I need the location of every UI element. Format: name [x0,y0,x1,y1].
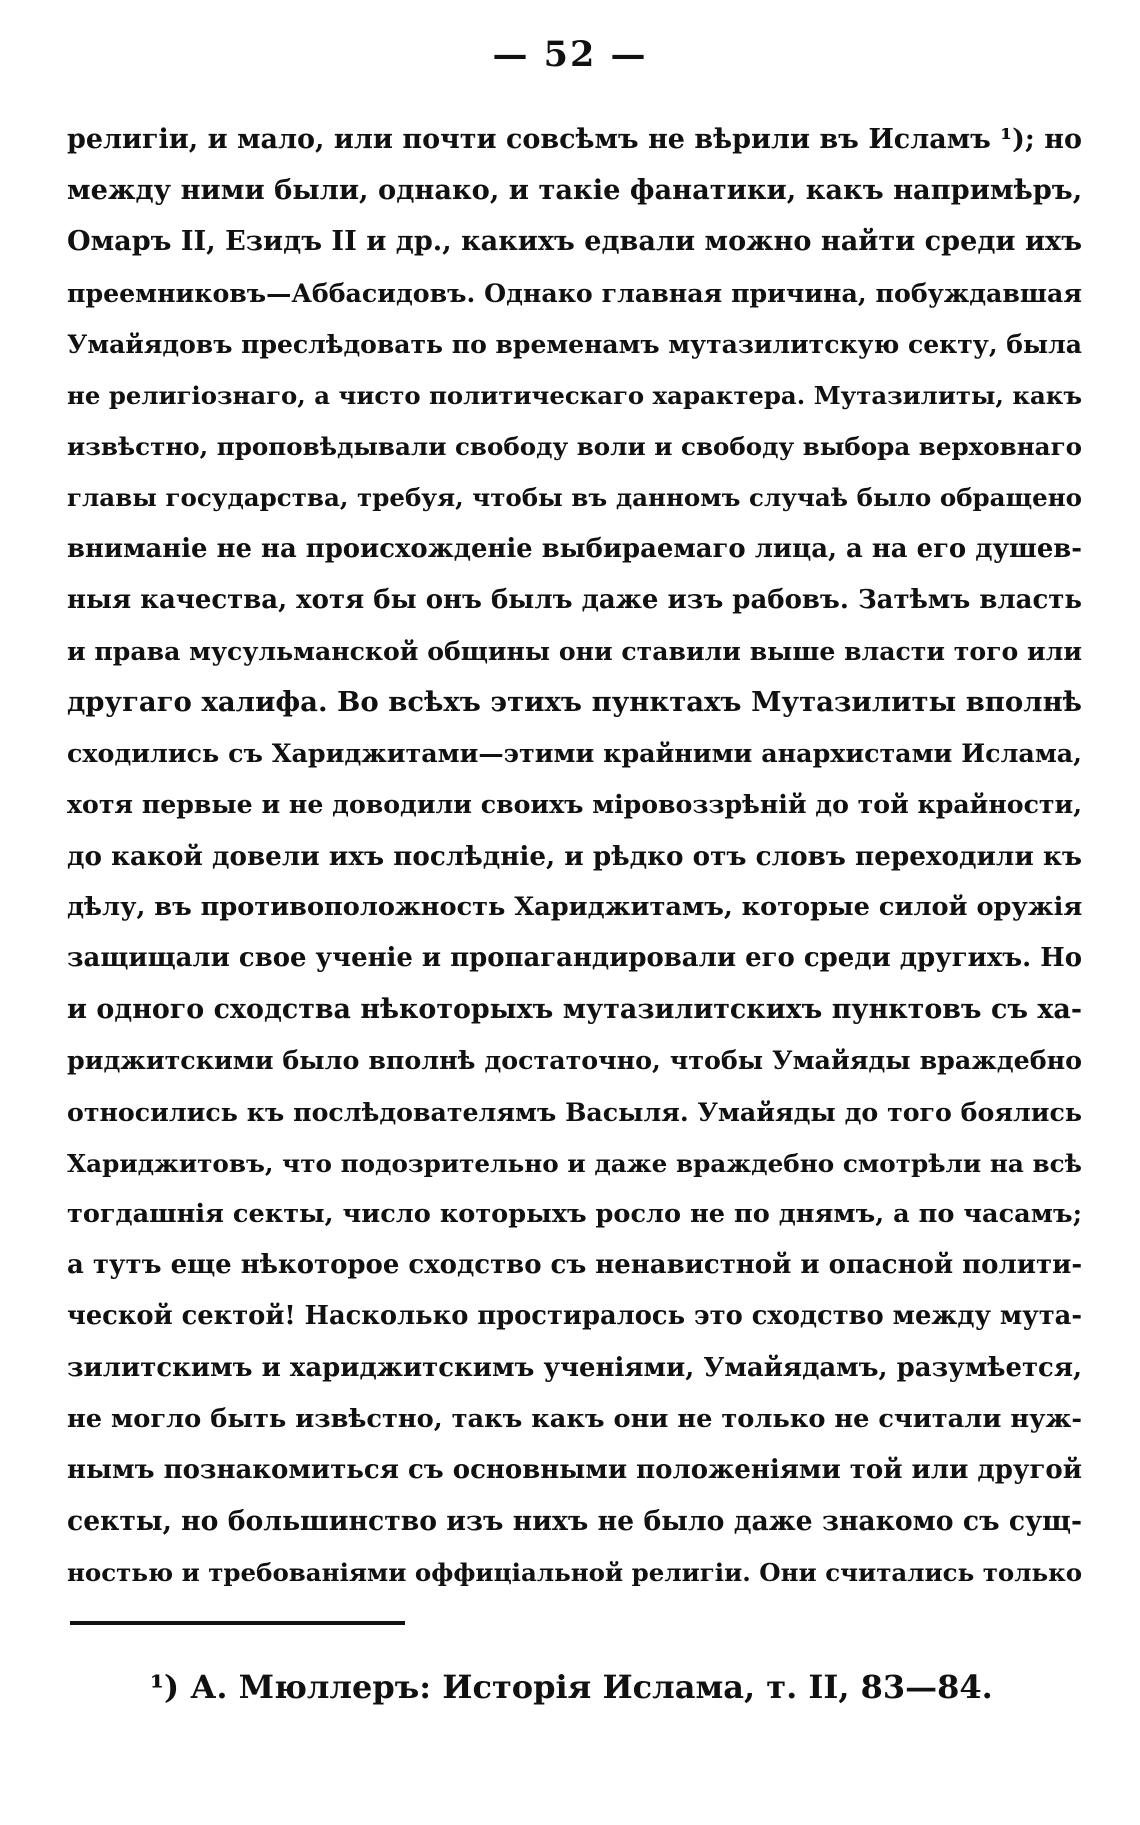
text-line: до какой довели ихъ послѣдніе, и рѣдко отъ словъ переходили къ [67,840,1082,872]
text-line: ныя качества, хотя бы онъ былъ даже изъ рабовъ. Затѣмъ власть [67,584,1082,615]
text-line: Хариджитовъ, что подозрительно и даже враждебно смотрѣли на всѣ [67,1148,1082,1178]
text-line: зилитскимъ и хариджитскимъ ученіями, Умайядамъ, разумѣется, [67,1352,1082,1383]
text-line: извѣстно, проповѣдывали свободу воли и свободу выбора верховнаго [67,432,1082,462]
text-line: нымъ познакомиться съ основными положеніями той или другой [67,1454,1082,1485]
text-line: не религіознаго, а чисто политическаго характера. Мутазилиты, какъ [67,380,1082,410]
text-line: ческой сектой! Насколько простиралось это сходство между мута- [67,1301,1082,1332]
text-line: Умайядовъ преслѣдовать по временамъ мутазилитскую секту, была [67,328,1082,359]
text-line: вниманіе не на происхожденіе выбираемаго лица, а на его душев- [67,533,1082,564]
body-text [67,114,1082,1598]
text-line: ностью и требованіями оффиціальной религіи. Они считались только [67,1558,1083,1588]
text-line: и права мусульманской общины они ставили выше власти того или [67,635,1082,666]
text-line: хотя первые и не доводили своихъ міровоззрѣній до той крайности, [67,789,1082,820]
text-line: не могло быть извѣстно, такъ какъ они не только не считали нуж- [67,1403,1082,1434]
text-line: относились къ послѣдователямъ Васыля. Умайяды до того боялись [67,1096,1082,1127]
text-line: секты, но большинство изъ нихъ не было даже знакомо съ сущ- [67,1506,1082,1538]
text-line: главы государства, требуя, чтобы въ данномъ случаѣ было обращено [67,483,1082,513]
footnote: ¹) А. Мюллеръ: Исторія Ислама, т. II, 83—84. [150,1668,993,1706]
text-line: риджитскими было вполнѣ достаточно, чтобы Умайяды враждебно [67,1045,1082,1076]
text-line: религіи, и мало, или почти совсѣмъ не вѣрили въ Исламъ ¹); но [67,124,1082,155]
page-number: — 52 — [492,34,648,75]
text-line: тогдашнія секты, число которыхъ росло не по днямъ, а по часамъ; [67,1198,1082,1229]
text-line: и одного сходства нѣкоторыхъ мутазилитскихъ пунктовъ съ ха- [67,994,1082,1026]
text-line: сходились съ Хариджитами—этими крайними анархистами Ислама, [67,738,1082,769]
text-line: другаго халифа. Во всѣхъ этихъ пунктахъ Мутазилиты вполнѣ [67,686,1082,719]
text-line: преемниковъ—Аббасидовъ. Однако главная причина, побуждавшая [67,277,1082,308]
text-line: дѣлу, въ противоположность Хариджитамъ, которые силой оружія [67,891,1083,922]
text-line: а тутъ еще нѣкоторое сходство съ ненавистной и опасной полити- [67,1250,1083,1281]
text-line: между ними были, однако, и такіе фанатики, какъ напримѣръ, [67,174,1083,207]
text-line: Омаръ II, Езидъ II и др., какихъ едвали можно найти среди ихъ [67,226,1082,258]
footnote-divider [70,1621,405,1625]
text-line: защищали свое ученіе и пропагандировали его среди другихъ. Но [67,943,1082,973]
